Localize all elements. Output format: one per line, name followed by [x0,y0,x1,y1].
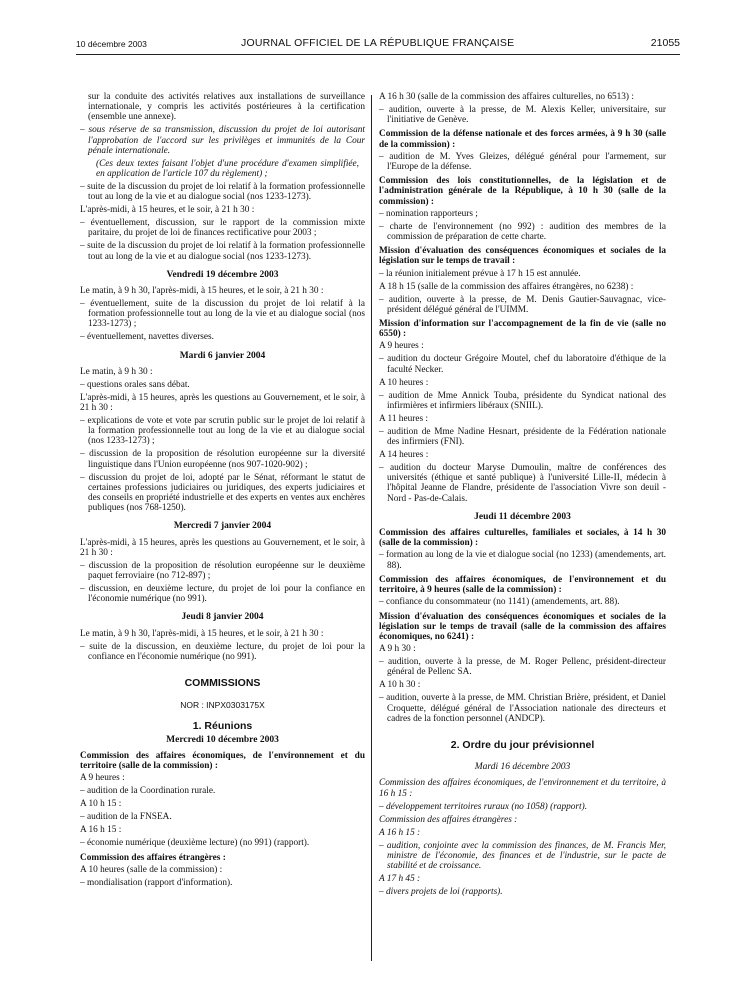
time-label: A 10 h 30 : [379,680,421,691]
list-item: – divers projets de loi (rapports). [379,886,503,897]
committee-heading: Commission des affaires culturelles, familiales et sociales, à 14 h 30 (salle de la commission) : [379,528,666,549]
day-heading: Mardi 6 janvier 2004 [179,350,266,361]
list-item: – discussion de la proposition de résolution européenne sur le deuxième paquet ferroviaire (no 712-897) ; [80,560,365,582]
time-label: A 16 h 30 (salle de la commission des affaires culturelles, no 6513) : [379,92,634,102]
subsection-title: 1. Réunions [192,719,253,732]
agenda-item: Commission des affaires étrangères : [379,814,518,825]
list-item: – discussion de la proposition de résolution européenne sur la diversité linguistique dans l'Union européenne (nos 907-1020-902) ; [80,449,365,470]
agenda-item: Commission des affaires économiques, de l'environnement et du territoire, à 16 h 15 : [379,778,666,799]
committee-heading: Commission des affaires économiques, de l'environnement et du territoire, à 9 heures (salle de la commission) : [379,574,666,596]
list-item: – mondialisation (rapport d'information). [80,877,233,888]
list-item: – audition de M. Yves Gleizes, délégué général pour l'armement, sur l'Europe de la défense. [379,151,666,173]
list-item: – la réunion initialement prévue à 17 h 15 est annulée. [379,268,581,279]
list-item: – confiance du consommateur (no 1141) (amendements, art. 88). [379,597,620,608]
list-item: – questions orales sans débat. [80,379,190,390]
time-label: A 10 heures (salle de la commission) : [80,864,223,875]
list-item: – discussion du projet de loi, adopté par le Sénat, réformant le statut de certaines professions judiciaires ou juridiques, des experts judiciaires et des conseils en propriété industrielle et des experts en ventes aux enchères publiques (nos 768-1250). [80,472,365,514]
list-item: – charte de l'environnement (no 992) : audition des membres de la commission de préparation de cette charte. [379,221,666,243]
paragraph: L'après-midi, à 15 heures, et le soir, à 21 h 30 : [80,205,255,216]
paragraph: L'après-midi, à 15 heures, après les questions au Gouvernement, et le soir, à 21 h 30 : [80,392,365,414]
section-title: COMMISSIONS [184,677,261,690]
list-item: – audition, ouverte à la presse, de M. Alexis Keller, universitaire, sur l'initiative de Genève. [379,105,666,126]
list-item: – développement territoires ruraux (no 1058) (rapport). [379,801,588,812]
list-item: – audition, ouverte à la presse, de M. Roger Pellenc, président-directeur général de Pellenc SA. [379,657,666,678]
committee-heading: Commission des lois constitutionnelles, de la législation et de l'administration générale de la République, à 10 h 30 (salle de la commission) : [379,176,666,207]
journal-title: JOURNAL OFFICIEL DE LA RÉPUBLIQUE FRANÇAISE [241,37,515,49]
day-heading: Mardi 16 décembre 2003 [474,762,571,773]
committee-heading: Commission de la défense nationale et des forces armées, à 9 h 30 (salle de la commission) : [379,129,666,150]
list-item: – audition du docteur Grégoire Moutel, chef du laboratoire d'éthique de la faculté Necker. [379,354,666,375]
left-column [80,92,365,891]
list-item: – éventuellement, suite de la discussion du projet de loi relatif à la formation professionnelle tout au long de la vie et au dialogue social (nos 1233-1273) ; [80,299,365,330]
time-label: A 14 heures : [379,450,429,461]
list-item: – éventuellement, navettes diverses. [80,332,214,343]
list-item: – audition de la Coordination rurale. [80,786,216,797]
list-item: – suite de la discussion, en deuxième lecture, du projet de loi pour la confiance en l'économie numérique (no 991). [80,641,365,662]
paragraph: Le matin, à 9 h 30 : [80,366,153,377]
list-item: – audition de Mme Annick Touba, présidente du Syndicat national des infirmières et infirmiers libéraux (SNIIL). [379,390,666,411]
list-item: – éventuellement, discussion, sur le rapport de la commission mixte paritaire, du projet de loi de finances rectificative pour 2003 ; [80,218,365,239]
committee-heading: Commission des affaires étrangères : [80,852,226,863]
list-item: – suite de la discussion du projet de loi relatif à la formation professionnelle tout au long de la vie et au dialogue social (nos 1233-1273). [80,241,365,262]
list-item: – audition du docteur Maryse Dumoulin, maître de conférences des universités (éthique et santé publique) à l'université Lille-II, médecin à l'hôpital Jeanne de Flandre, présidente de l'association Vivre son deuil - Nord - Pas-de-Calais. [379,463,666,504]
day-heading: Vendredi 19 décembre 2003 [166,269,279,280]
time-label: A 16 h 15 : [80,825,122,836]
list-item: – explications de vote et vote par scrutin public sur le projet de loi relatif à la formation professionnelle tout au long de la vie et au dialogue social (nos 1233-1273) ; [80,416,365,447]
committee-heading: Mission d'information sur l'accompagnement de la fin de vie (salle no 6550) : [379,319,666,340]
subsection-title: 2. Ordre du jour prévisionnel [450,738,595,751]
right-column [379,92,666,900]
header-rule [76,54,680,55]
time-label: A 9 heures : [80,773,125,784]
paragraph: Le matin, à 9 h 30, l'après-midi, à 15 heures, et le soir, à 21 h 30 : [80,286,324,297]
list-item: – nomination rapporteurs ; [379,208,478,219]
time-label: A 18 h 15 (salle de la commission des affaires étrangères, no 6238) : [379,281,634,292]
list-item: – audition de la FNSEA. [80,812,172,823]
list-item: – formation au long de la vie et dialogue social (no 1233) (amendements, art. 88). [379,550,666,571]
time-label: A 9 h 30 : [379,644,416,655]
time-label: A 11 heures : [379,413,428,424]
page-header [76,35,680,51]
list-item: – audition, conjointe avec la commission des finances, de M. Francis Mer, ministre de l'économie, des finances et de l'industrie, sur le pacte de stabilité et de croissance. [379,840,666,871]
header-date: 10 décembre 2003 [76,39,147,49]
list-item: – sous réserve de sa transmission, discussion du projet de loi autorisant l'approbation de l'accord sur les privilèges et immunités de la Cour pénale internationale. [80,125,365,156]
nor-reference: NOR : INPX0303175X [180,700,265,711]
time-label: A 16 h 15 : [379,827,421,838]
paragraph: L'après-midi, à 15 heures, après les questions au Gouvernement, et le soir, à 21 h 30 : [80,537,365,558]
day-heading: Mercredi 10 décembre 2003 [166,734,279,745]
day-heading: Mercredi 7 janvier 2004 [173,521,272,532]
day-heading: Jeudi 8 janvier 2004 [181,612,264,623]
list-item: – économie numérique (deuxième lecture) (no 991) (rapport). [80,838,310,849]
time-label: A 17 h 45 : [379,873,421,884]
day-heading: Jeudi 11 décembre 2003 [474,511,571,522]
paragraph: sur la conduite des activités relatives aux installations de surveillance internationale, y compris les activités postérieures à la certification (ensemble une annexe). [88,92,365,123]
list-item: – suite de la discussion du projet de loi relatif à la formation professionnelle tout au long de la vie et au dialogue social (nos 1233-1273). [80,182,365,203]
column-divider [371,95,372,961]
page-number: 21055 [650,37,680,49]
time-label: A 10 h 15 : [80,799,122,810]
paragraph: Le matin, à 9 h 30, l'après-midi, à 15 heures, et le soir, à 21 h 30 : [80,628,324,639]
committee-heading: Mission d'évaluation des conséquences économiques et sociales de la législation sur le temps de travail : [379,246,666,267]
list-item: – audition, ouverte à la presse, de M. Denis Gautier-Sauvagnac, vice-président délégué général de l'UIMM. [379,294,666,315]
committee-heading: Mission d'évaluation des conséquences économiques et sociales de la législation sur le temps de travail (salle de la commission des affaires économiques, no 6241) : [379,611,666,642]
time-label: A 10 heures : [379,377,429,388]
list-item: – audition, ouverte à la presse, de MM. Christian Brière, président, et Daniel Croquette, délégué général de l'Association nationale des directeurs et cadres de la fonction personnel (ANDCP). [379,693,666,724]
list-item: – audition de Mme Nadine Hesnart, présidente de la Fédération nationale des infirmiers (FNI). [379,426,666,448]
note: (Ces deux textes faisant l'objet d'une procédure d'examen simplifiée, en application de l'article 107 du règlement) ; [96,158,359,180]
time-label: A 9 heures : [379,341,424,352]
committee-heading: Commission des affaires économiques, de l'environnement et du territoire (salle de la commission) : [80,750,365,772]
list-item: – discussion, en deuxième lecture, du projet de loi pour la confiance en l'économie numérique (no 991). [80,584,365,605]
